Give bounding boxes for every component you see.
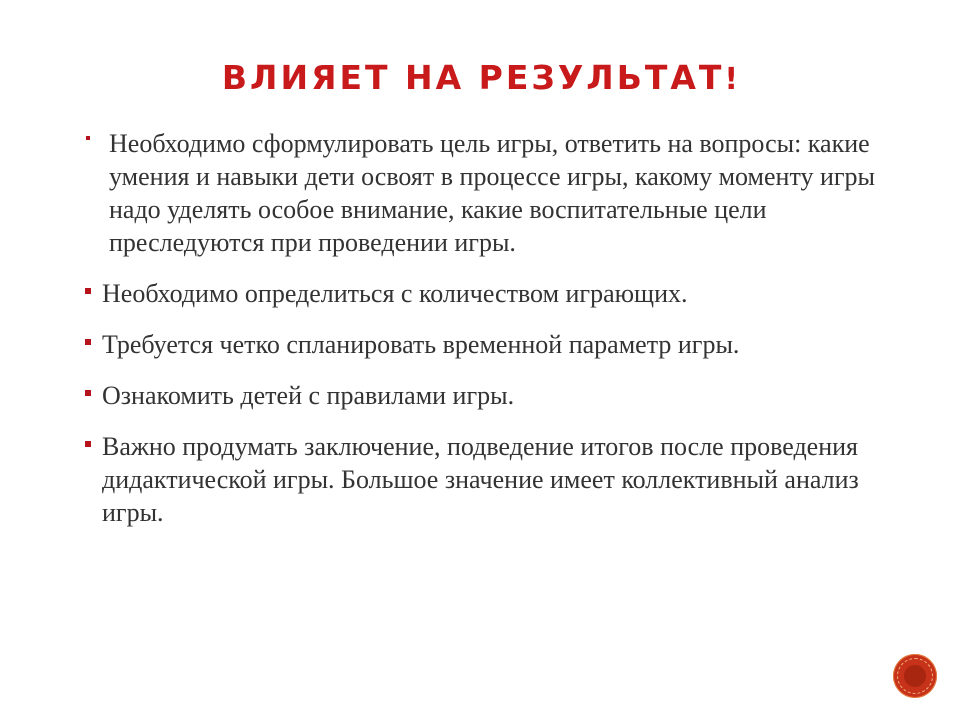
list-item xyxy=(82,127,902,259)
bullet-square-icon xyxy=(86,136,90,140)
bullet-text: Важно продумать заключение, подведение итогов после проведения дидактической игры. Большое значение имеет коллективный анализ игры. xyxy=(102,432,859,527)
bullet-list xyxy=(82,127,902,547)
list-item xyxy=(82,379,902,412)
slide-title-text: ВЛИЯЕТ НА РЕЗУЛЬТАТ xyxy=(221,58,725,97)
bullet-text: Ознакомить детей с правилами игры. xyxy=(102,381,515,410)
bullet-text: Необходимо определиться с количеством играющих. xyxy=(102,279,688,308)
list-item xyxy=(82,430,902,529)
bullet-square-icon xyxy=(85,288,91,294)
list-item xyxy=(82,328,902,361)
bullet-square-icon xyxy=(85,339,91,345)
list-item xyxy=(82,277,902,310)
badge-core xyxy=(904,665,926,687)
bullet-square-icon xyxy=(85,390,91,396)
decorative-circle-icon xyxy=(893,654,937,698)
bullet-square-icon xyxy=(85,441,91,447)
bullet-text: Необходимо сформулировать цель игры, ответить на вопросы: какие умения и навыки дети освоят в процессе игры, какому моменту игры надо уделять особое внимание, какие воспитательные цели преследуются при проведении игры. xyxy=(109,129,876,257)
slide-title xyxy=(0,58,960,97)
slide-title-mark: ! xyxy=(724,62,739,97)
bullet-text: Требуется четко спланировать временной параметр игры. xyxy=(102,330,740,359)
